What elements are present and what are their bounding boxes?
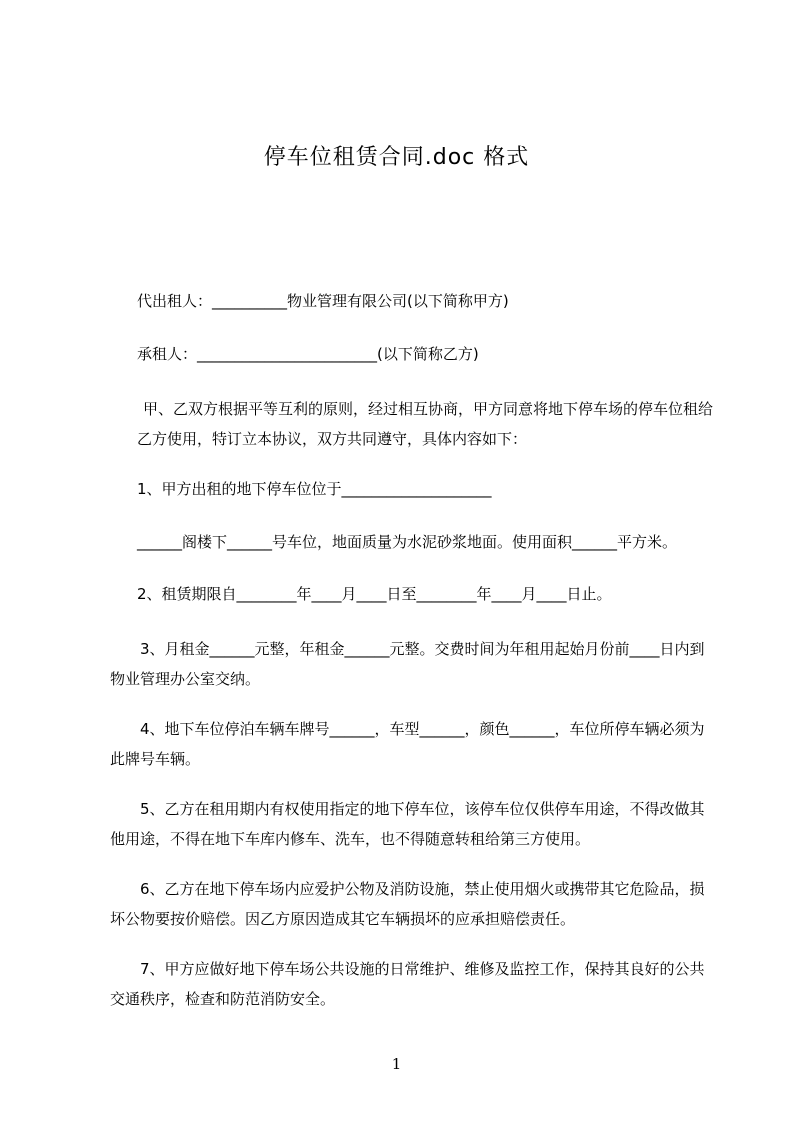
paragraph-preamble: 甲、乙双方根据平等互利的原则，经过相互协商，甲方同意将地下停车场的停车位租给乙方使用，特订立本协议，双方共同遵守，具体内容如下：: [137, 400, 714, 448]
page-number: 1: [391, 1055, 402, 1073]
clause-4: 4、地下车位停泊车辆车牌号______，车型______，颜色______，车位所停车辆必须为此牌号车辆。: [110, 720, 705, 768]
paragraph-lessor: 代出租人：__________物业管理有限公司(以下简称甲方): [137, 292, 509, 310]
clause-1: 1、甲方出租的地下停车位位于____________________: [137, 480, 492, 498]
document-title: 停车位租赁合同.doc 格式: [263, 145, 530, 170]
clause-5: 5、乙方在租用期内有权使用指定的地下停车位，该停车位仅供停车用途，不得改做其他用途，不得在地下车库内修车、洗车，也不得随意转租给第三方使用。: [110, 800, 705, 848]
clause-2: 2、租赁期限自________年____月____日至________年____月____日止。: [137, 585, 612, 603]
clause-7: 7、甲方应做好地下停车场公共设施的日常维护、维修及监控工作，保持其良好的公共交通秩序，检查和防范消防安全。: [110, 960, 705, 1008]
clause-6: 6、乙方在地下停车场内应爱护公物及消防设施，禁止使用烟火或携带其它危险品，损坏公物要按价赔偿。因乙方原因造成其它车辆损坏的应承担赔偿责任。: [110, 880, 705, 928]
clause-1-continued: ______阁楼下______号车位，地面质量为水泥砂浆地面。使用面积______平方米。: [137, 533, 678, 551]
paragraph-lessee: 承租人：________________________(以下简称乙方): [137, 345, 479, 363]
clause-3: 3、月租金______元整，年租金______元整。交费时间为年租用起始月份前____日内到物业管理办公室交纳。: [110, 640, 705, 688]
